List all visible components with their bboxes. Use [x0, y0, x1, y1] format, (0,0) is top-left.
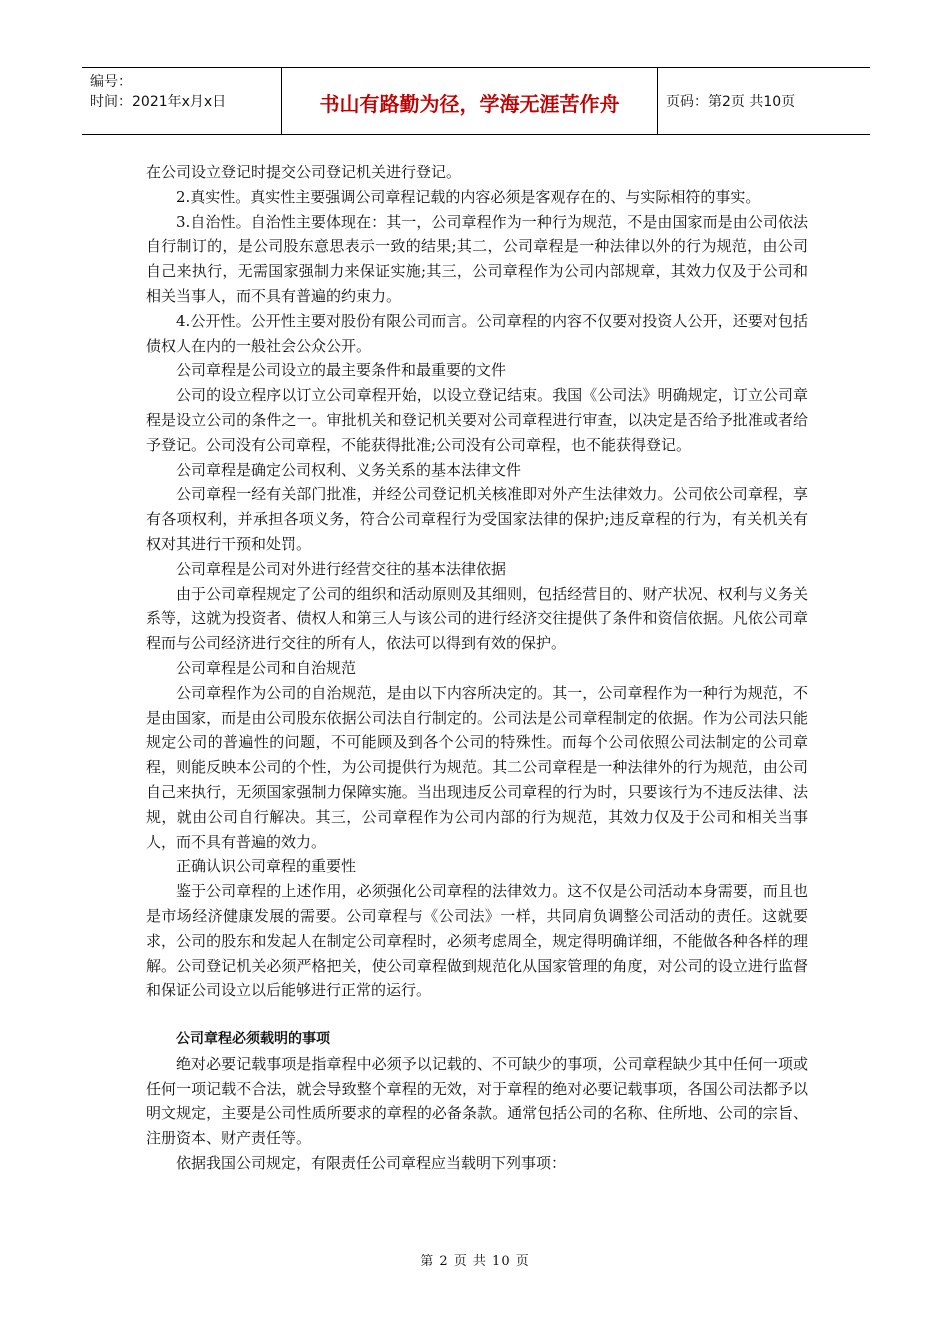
- header-page-label: 页码：第2页 共10页: [666, 94, 796, 110]
- paragraph: 鉴于公司章程的上述作用，必须强化公司章程的法律效力。这不仅是公司活动本身需要，而且也是市场经济健康发展的需要。公司章程与《公司法》一样，共同肩负调整公司活动的责任。这就要求，公司的股东和发起人在制定公司章程时，必须考虑周全，规定得明确详细，不能做各种各样的理解。公司登记机关必须严格把关，使公司章程做到规范化从国家管理的角度，对公司的设立进行监督和保证公司设立以后能够进行正常的运行。: [146, 882, 808, 1000]
- header-motto: 书山有路勤为径，学海无涯苦作舟: [282, 68, 658, 134]
- paragraph: 公司章程作为公司的自治规范，是由以下内容所决定的。其一，公司章程作为一种行为规范，不是由国家，而是由公司股东依据公司法自行制定的。公司法是公司章程制定的依据。作为公司法只能规定公司的普遍性的问题，不可能顾及到各个公司的特殊性。而每个公司依照公司法制定的公司章程，则能反映本公司的个性，为公司提供行为规范。其二公司章程是一种法律外的行为规范，由公司自己来执行，无须国家强制力保障实施。当出现违反公司章程的行为时，只要该行为不违反法律、法规，就由公司自行解决。其三，公司章程作为公司内部的行为规范，其效力仅及于公司和相关当事人，而不具有普遍的效力。: [146, 683, 808, 851]
- section-heading: 公司章程是公司设立的最主要条件和最重要的文件: [176, 361, 507, 380]
- section-heading: 公司章程是公司对外进行经营交往的基本法律依据: [176, 559, 507, 578]
- section-heading: 公司章程是确定公司权利、义务关系的基本法律文件: [176, 460, 522, 479]
- paragraph: 4.公开性。公开性主要对股份有限公司而言。公司章程的内容不仅要对投资人公开，还要对包括债权人在内的一般社会公众公开。: [146, 311, 808, 355]
- section-heading: 公司章程是公司和自治规范: [176, 658, 357, 677]
- section-heading: 正确认识公司章程的重要性: [176, 857, 357, 876]
- page-header: [82, 67, 870, 135]
- paragraph: 依据我国公司规定，有限责任公司章程应当载明下列事项：: [176, 1154, 567, 1173]
- time-label: 时间：2021年x月x日: [90, 94, 227, 110]
- document-body: [146, 160, 808, 1176]
- bold-heading: 公司章程必须载明的事项: [176, 1031, 330, 1048]
- paragraph: 3.自治性。自治性主要体现在：其一，公司章程作为一种行为规范，不是由国家而是由公司依法自行制订的，是公司股东意思表示一致的结果;其二，公司章程是一种法律以外的行为规范，由公司自己来执行，无需国家强制力来保证实施;其三，公司章程作为公司内部规章，其效力仅及于公司和相关当事人，而不具有普遍的约束力。: [146, 212, 808, 305]
- paragraph: 绝对必要记载事项是指章程中必须予以记载的、不可缺少的事项，公司章程缺少其中任何一项或任何一项记载不合法，就会导致整个章程的无效，对于章程的绝对必要记载事项，各国公司法都予以明文规定，主要是公司性质所要求的章程的必备条款。通常包括公司的名称、住所地、公司的宗旨、注册资本、财产责任等。: [146, 1054, 808, 1148]
- paragraph: 在公司设立登记时提交公司登记机关进行登记。: [146, 163, 462, 181]
- paragraph: 2.真实性。真实性主要强调公司章程记载的内容必须是客观存在的、与实际相符的事实。: [176, 187, 761, 206]
- paragraph: 公司章程一经有关部门批准，并经公司登记机关核准即对外产生法律效力。公司依公司章程，享有各项权利，并承担各项义务，符合公司章程行为受国家法律的保护;违反章程的行为，有关机关有权对其进行干预和处罚。: [146, 485, 808, 553]
- paragraph: 由于公司章程规定了公司的组织和活动原则及其细则，包括经营目的、财产状况、权利与义务关系等，这就为投资者、债权人和第三人与该公司的进行经济交往提供了条件和资信依据。凡依公司章程而与公司经济进行交往的所有人，依法可以得到有效的保护。: [146, 584, 808, 653]
- page-footer: 第 2 页 共 10 页: [420, 1254, 530, 1269]
- header-meta: [82, 68, 282, 134]
- number-label: 编号：: [90, 74, 132, 90]
- paragraph: 公司的设立程序以订立公司章程开始，以设立登记结束。我国《公司法》明确规定，订立公司章程是设立公司的条件之一。审批机关和登记机关要对公司章程进行审查，以决定是否给予批准或者给予登记。公司没有公司章程，不能获得批准;公司没有公司章程，也不能获得登记。: [146, 386, 808, 454]
